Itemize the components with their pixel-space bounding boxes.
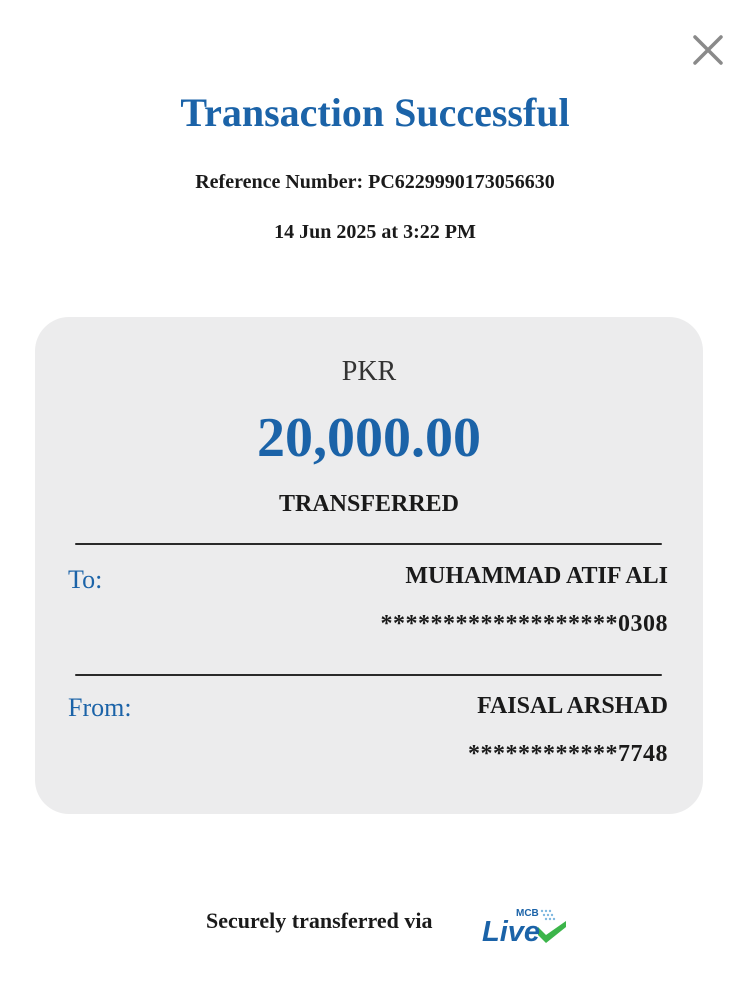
close-icon — [690, 32, 726, 68]
transfer-status: TRANSFERRED — [278, 491, 460, 517]
currency-label: PKR — [341, 356, 397, 387]
logo-mcb-text: MCB — [516, 908, 539, 919]
divider — [75, 543, 662, 545]
transaction-datetime: 14 Jun 2025 at 3:22 PM — [274, 221, 476, 243]
divider — [75, 674, 662, 676]
recipient-name: MUHAMMAD ATIF ALI — [405, 563, 668, 589]
sender-account: ************7748 — [468, 741, 668, 767]
transfer-amount: 20,000.00 — [257, 407, 481, 469]
reference-number: Reference Number: PC6229990173056630 — [195, 171, 555, 193]
transaction-card — [35, 317, 703, 814]
to-label: To: — [68, 565, 103, 594]
page-title: Transaction Successful — [180, 90, 570, 135]
footer-text: Securely transferred via — [206, 908, 433, 933]
sender-name: FAISAL ARSHAD — [477, 693, 668, 719]
logo-live-text: Live — [482, 916, 541, 947]
close-button[interactable] — [690, 32, 726, 68]
mcb-live-logo — [480, 905, 570, 947]
recipient-account: *******************0308 — [380, 611, 668, 637]
from-label: From: — [68, 693, 132, 722]
